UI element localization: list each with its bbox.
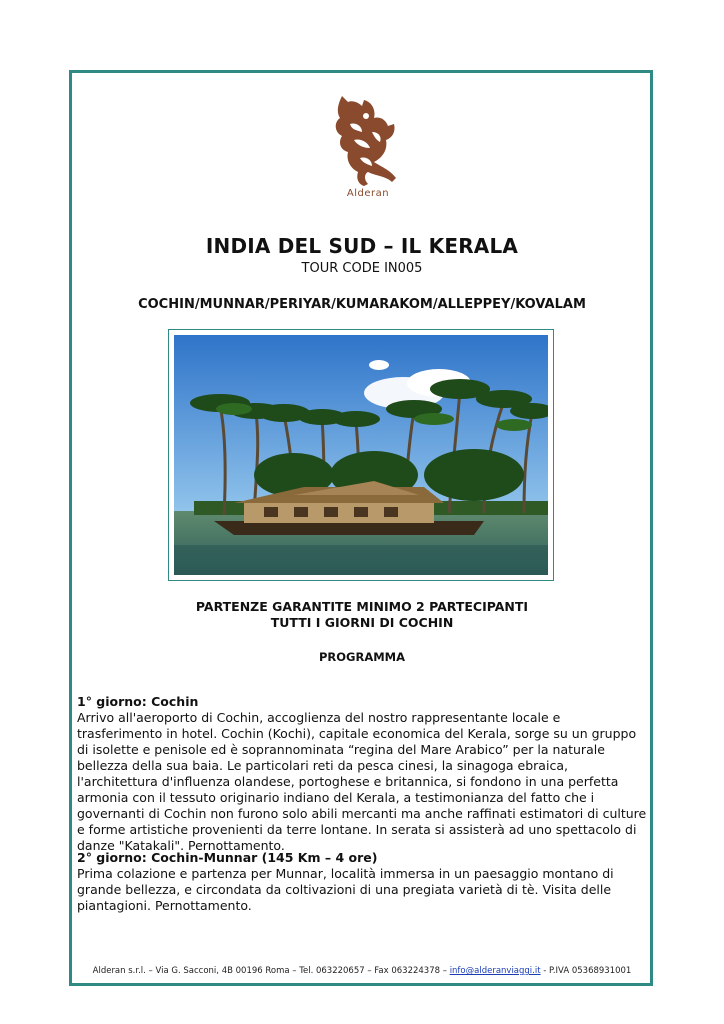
departures-daily: TUTTI I GIORNI DI COCHIN bbox=[270, 615, 454, 630]
itinerary-day-1 bbox=[77, 694, 647, 854]
alderan-bird-logo-icon bbox=[328, 92, 408, 188]
page-title: INDIA DEL SUD – IL KERALA bbox=[205, 234, 519, 258]
itinerary-day-2 bbox=[77, 850, 647, 914]
day-description: Arrivo all'aeroporto di Cochin, accoglienza del nostro rappresentante locale e trasferimento in hotel. Cochin (Kochi), capitale economica del Kerala, sorge su un gruppo di isolette e penisole ed è soprannominata “regina del Mare Arabico” per la naturale bellezza della sua baia. Le particolari reti da pesca cinesi, la sinagoga ebraica, l'architettura d'influenza olandese, portoghese e britannica, si fondono in una perfetta armonia con il tessuto originario indiano del Kerala, a testimonianza del fatto che i governanti di Cochin non furono solo abili mercanti ma anche raffinati estimatori di culture e forme artistiche provenienti da terre lontane. In serata si assisterà ad uno spettacolo di danze "Katakali". Pernottamento. bbox=[77, 710, 647, 853]
day-description: Prima colazione e partenza per Munnar, località immersa in un paesaggio montano di grande bellezza, e circondata da coltivazioni di una pregiata varietà di tè. Visita delle piantagioni. Pernottamento. bbox=[77, 866, 614, 913]
kerala-houseboat-photo-icon bbox=[174, 335, 548, 575]
logo-wordmark: Alderan bbox=[346, 188, 390, 199]
footer-vat: - P.IVA 05368931001 bbox=[540, 966, 632, 976]
day-title: 1° giorno: Cochin bbox=[77, 694, 199, 709]
day-title: 2° giorno: Cochin-Munnar (145 Km – 4 ore) bbox=[77, 850, 378, 865]
footer-email-link[interactable]: info@alderanviaggi.it bbox=[449, 966, 541, 976]
departures-min-participants: PARTENZE GARANTITE MINIMO 2 PARTECIPANTI bbox=[195, 599, 529, 614]
tour-code: TOUR CODE IN005 bbox=[301, 261, 423, 276]
programma-heading: PROGRAMMA bbox=[318, 650, 406, 664]
houseboat-photo bbox=[168, 329, 554, 581]
footer-company-info: Alderan s.r.l. – Via G. Sacconi, 4B 00196 Roma – Tel. 063220657 – Fax 063224378 – bbox=[92, 966, 450, 976]
departures-info bbox=[72, 599, 652, 631]
company-logo bbox=[320, 92, 416, 204]
tour-route: COCHIN/MUNNAR/PERIYAR/KUMARAKOM/ALLEPPEY/KOVALAM bbox=[138, 297, 586, 312]
page-footer bbox=[72, 966, 652, 976]
